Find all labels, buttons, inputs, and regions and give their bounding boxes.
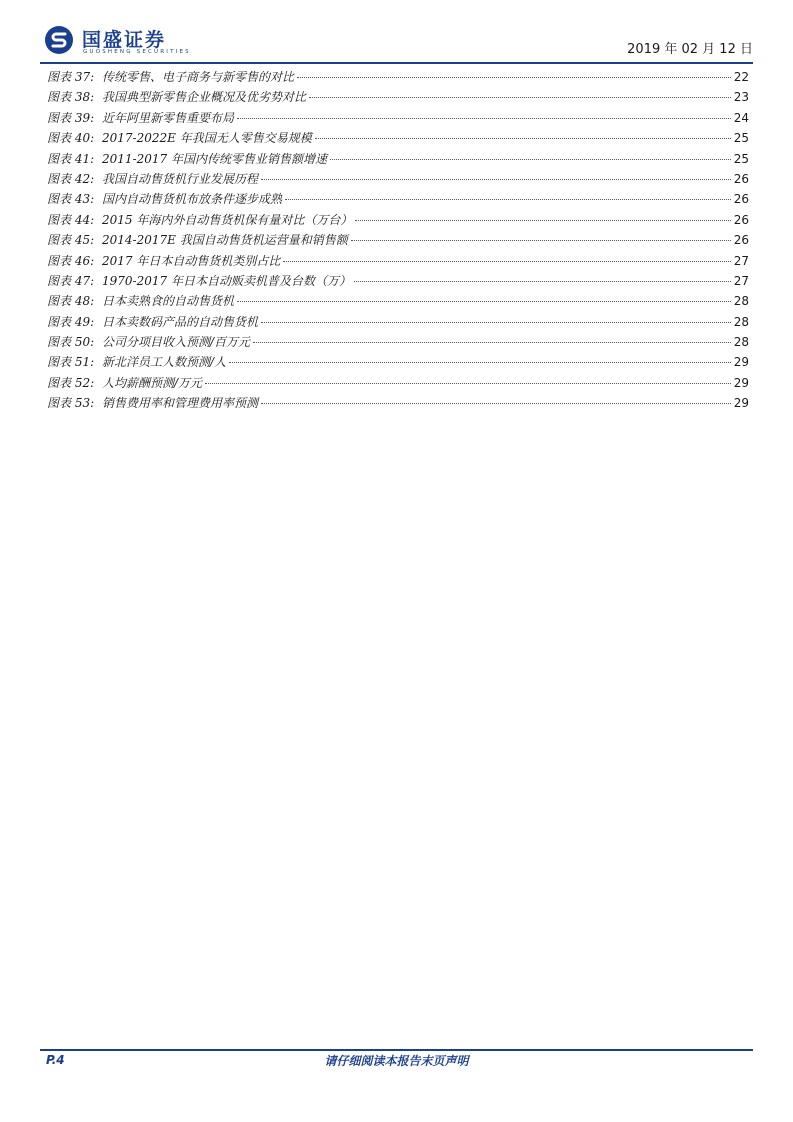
toc-entry[interactable]	[47, 150, 749, 170]
toc-figure-title: 新北洋员工人数预测/人	[102, 355, 227, 370]
disclaimer-note: 请仔细阅读本报告末页声明	[324, 1054, 469, 1068]
toc-entry[interactable]	[47, 129, 749, 149]
toc-page-number: 26	[733, 171, 749, 186]
toc-figure-title: 销售费用率和管理费用率预测	[102, 396, 259, 411]
toc-entry[interactable]	[47, 272, 749, 292]
toc-entry[interactable]	[47, 333, 749, 353]
page-number: P.4	[46, 1053, 65, 1067]
toc-leader-dots	[309, 97, 731, 98]
toc-leader-dots	[237, 118, 731, 119]
toc-entry[interactable]	[47, 190, 749, 210]
toc-entry[interactable]	[47, 231, 749, 251]
toc-figure-title: 2011-2017 年国内传统零售业销售额增速	[102, 151, 327, 166]
toc-page-number: 27	[733, 273, 749, 288]
toc-figure-title: 近年阿里新零售重要布局	[102, 110, 235, 125]
toc-leader-dots	[205, 383, 731, 384]
report-date: 2019 年 02 月 12 日	[627, 42, 753, 57]
toc-leader-dots	[285, 199, 731, 200]
toc-page-number: 25	[733, 151, 749, 166]
toc-page-number: 29	[733, 396, 749, 411]
toc-figure-number: 图表 41:	[47, 151, 95, 166]
toc-page-number: 29	[733, 355, 749, 370]
toc-figure-title: 国内自动售货机布放条件逐步成熟	[102, 192, 283, 207]
toc-figure-number: 图表 38:	[47, 90, 95, 105]
toc-page-number: 23	[733, 90, 749, 105]
toc-leader-dots	[229, 362, 731, 363]
toc-figure-number: 图表 42:	[47, 171, 95, 186]
toc-entry[interactable]	[47, 68, 749, 88]
toc-page-number: 28	[733, 335, 749, 350]
toc-figure-title: 2017 年日本自动售货机类别占比	[102, 253, 281, 268]
toc-entry[interactable]	[47, 170, 749, 190]
toc-figure-title: 2017-2022E 年我国无人零售交易规模	[102, 131, 312, 146]
toc-figure-title: 日本卖熟食的自动售货机	[102, 294, 235, 309]
toc-figure-number: 图表 51:	[47, 355, 95, 370]
toc-figure-number: 图表 44:	[47, 212, 95, 227]
toc-leader-dots	[351, 240, 731, 241]
toc-page-number: 28	[733, 314, 749, 329]
toc-figure-title: 1970-2017 年日本自动贩卖机普及台数（万）	[102, 273, 351, 288]
toc-page-number: 25	[733, 131, 749, 146]
toc-page-number: 26	[733, 233, 749, 248]
toc-leader-dots	[354, 281, 731, 282]
logo-chinese-name: 国盛证券	[82, 29, 167, 51]
toc-leader-dots	[283, 261, 730, 262]
toc-leader-dots	[355, 220, 730, 221]
toc-figure-title: 传统零售、电子商务与新零售的对比	[102, 70, 295, 84]
toc-figure-number: 图表 53:	[47, 396, 95, 411]
toc-entry[interactable]	[47, 353, 749, 373]
toc-figure-title: 公司分项目收入预测/百万元	[102, 335, 251, 350]
toc-page-number: 29	[733, 375, 749, 390]
toc-figure-number: 图表 43:	[47, 192, 95, 207]
toc-entry[interactable]	[47, 88, 749, 108]
toc-figure-number: 图表 37:	[47, 70, 95, 84]
toc-figure-number: 图表 39:	[47, 110, 95, 125]
toc-figure-number: 图表 45:	[47, 233, 95, 248]
toc-page-number: 24	[733, 110, 749, 125]
toc-figure-number: 图表 50:	[47, 335, 95, 350]
toc-figure-number: 图表 49:	[47, 314, 95, 329]
toc-leader-dots	[253, 342, 731, 343]
page-header	[40, 22, 753, 62]
company-logo	[40, 22, 210, 56]
header-divider	[40, 62, 753, 64]
logo-english-name: GUOSHENG SECURITIES	[83, 49, 191, 55]
toc-figure-number: 图表 46:	[47, 253, 95, 268]
toc-leader-dots	[261, 403, 731, 404]
toc-figure-title: 我国自动售货机行业发展历程	[102, 171, 259, 186]
figure-index-list	[47, 68, 749, 415]
toc-figure-title: 我国典型新零售企业概况及优劣势对比	[102, 90, 307, 105]
toc-page-number: 27	[733, 253, 749, 268]
toc-leader-dots	[297, 77, 731, 78]
toc-entry[interactable]	[47, 211, 749, 231]
toc-page-number: 26	[733, 212, 749, 227]
toc-figure-number: 图表 48:	[47, 294, 95, 309]
toc-figure-title: 2014-2017E 我国自动售货机运营量和销售额	[102, 233, 348, 248]
toc-entry[interactable]	[47, 109, 749, 129]
toc-leader-dots	[261, 322, 731, 323]
toc-leader-dots	[315, 138, 731, 139]
toc-entry[interactable]	[47, 374, 749, 394]
toc-figure-number: 图表 47:	[47, 273, 95, 288]
toc-entry[interactable]	[47, 313, 749, 333]
toc-entry[interactable]	[47, 292, 749, 312]
toc-figure-number: 图表 52:	[47, 375, 95, 390]
toc-leader-dots	[330, 159, 731, 160]
toc-entry[interactable]	[47, 394, 749, 414]
toc-leader-dots	[261, 179, 731, 180]
toc-entry[interactable]	[47, 252, 749, 272]
footer-divider	[40, 1049, 753, 1051]
toc-figure-title: 2015 年海内外自动售货机保有量对比（万台）	[102, 212, 353, 227]
toc-page-number: 26	[733, 192, 749, 207]
toc-figure-title: 日本卖数码产品的自动售货机	[102, 314, 259, 329]
toc-leader-dots	[237, 301, 731, 302]
toc-figure-title: 人均薪酬预测/万元	[102, 375, 203, 390]
toc-page-number: 22	[733, 70, 749, 84]
toc-figure-number: 图表 40:	[47, 131, 95, 146]
toc-page-number: 28	[733, 294, 749, 309]
guosheng-logo-icon	[44, 25, 74, 55]
